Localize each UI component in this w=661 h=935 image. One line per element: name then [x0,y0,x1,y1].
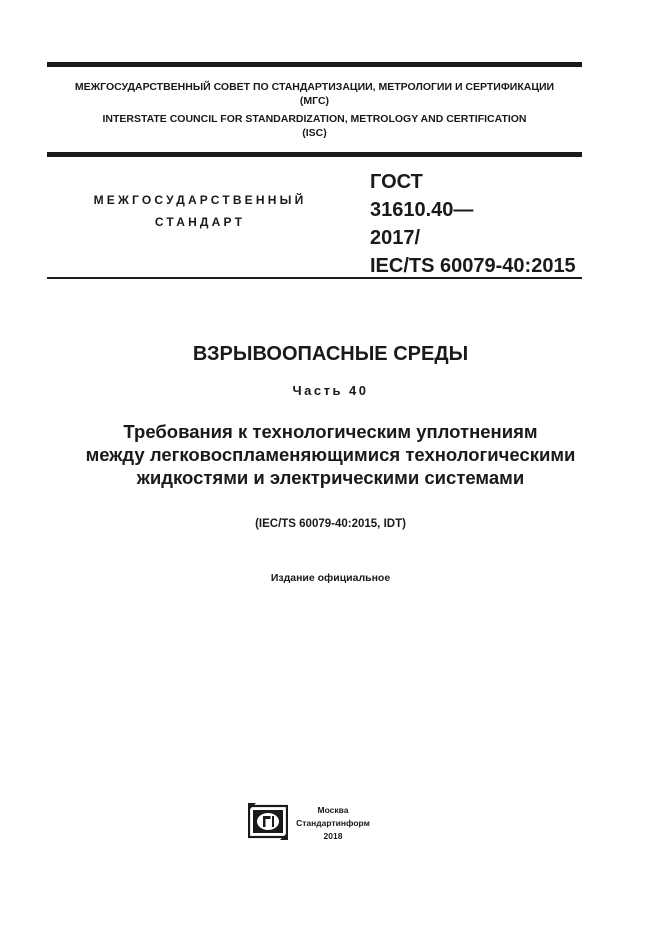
number-bottom-rule [47,277,582,279]
council-name-en: INTERSTATE COUNCIL FOR STANDARDIZATION, METROLOGY AND CERTIFICATION [102,113,527,125]
document-title: ВЗРЫВООПАСНЫЕ СРЕДЫ [192,343,469,365]
subtitle-line3: жидкостями и электрическими системами [136,467,525,488]
top-rule [47,62,582,67]
iec-reference: (IEC/TS 60079-40:2015, IDT) [255,518,406,530]
council-name-ru: МЕЖГОСУДАРСТВЕННЫЙ СОВЕТ ПО СТАНДАРТИЗАЦИИ, МЕТРОЛОГИИ И СЕРТИФИКАЦИИ [74,81,555,93]
standard-type-line2: СТАНДАРТ [154,215,246,229]
standard-type-line1: МЕЖГОСУДАРСТВЕННЫЙ [93,193,307,207]
publisher-city: Москва [317,805,349,815]
standard-number-line3: 2017/ [370,227,421,249]
council-abbr-ru: (МГС) [299,95,330,107]
standard-number-line2: 31610.40— [370,199,474,221]
document-subtitle [0,420,661,489]
standard-type [60,189,340,233]
publisher-imprint [292,805,374,842]
publication-year: 2018 [323,831,343,841]
council-header [47,80,582,140]
subtitle-line1: Требования к технологическим уплотнениям [123,421,538,442]
council-bottom-rule [47,152,582,157]
standard-number-line4: IEC/TS 60079-40:2015 [370,255,576,277]
edition-label: Издание официальное [270,572,391,584]
standard-number-line1: ГОСТ [370,171,423,193]
council-abbr-en: (ISC) [302,127,327,139]
subtitle-line2: между легковоспламеняющимися технологическими [85,444,576,465]
standard-number [370,168,600,280]
standartinform-logo-icon [248,803,288,840]
publisher-name: Стандартинформ [296,818,370,828]
part-label: Часть 40 [292,383,369,398]
